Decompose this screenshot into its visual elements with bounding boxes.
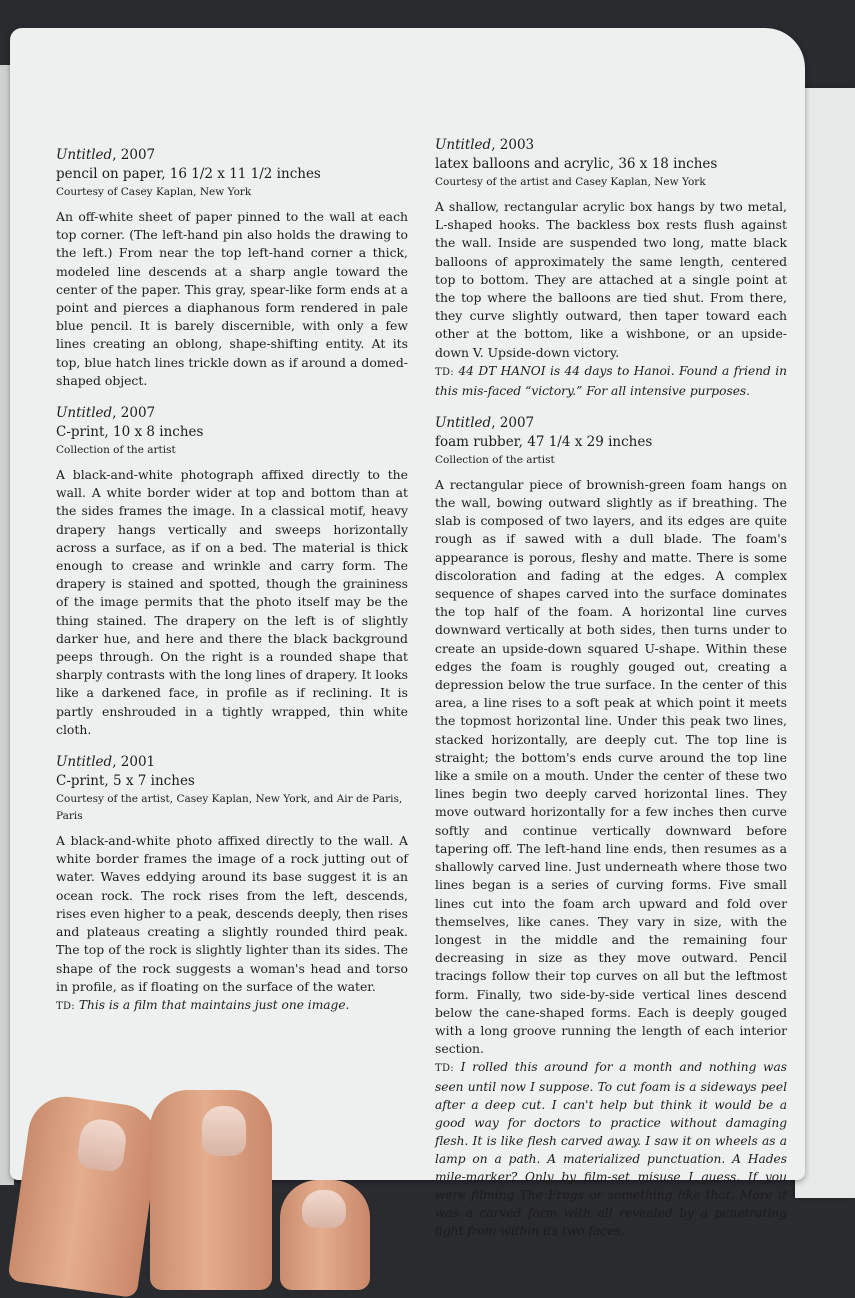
artwork-medium: foam rubber, 47 1/4 x 29 inches <box>435 433 653 450</box>
fingernail <box>202 1106 246 1156</box>
artwork-credit: Collection of the artist <box>56 444 176 457</box>
artwork-entry <box>56 753 408 1016</box>
artwork-entry <box>56 146 408 390</box>
artwork-title <box>435 414 787 433</box>
artwork-title-text: Untitled <box>435 414 492 431</box>
artwork-credit: Courtesy of the artist and Casey Kaplan, New York <box>435 176 706 188</box>
artwork-description: A black-and-white photo affixed directly to the wall. A white border frames the image of a rock jutting out of water. Waves eddying around its base suggest it is an ocean rock. The rock rises from the left, descends, rises even higher to a peak, descends deeply, then rises and plateaus creating a slightly rounded third peak. The top of the rock is slightly lighter than its sides. The shape of the rock suggests a woman's head and torso in profile, as if floating on the surface of the water. <box>56 833 408 994</box>
artwork-medium: latex balloons and acrylic, 36 x 18 inches <box>435 156 718 172</box>
artwork-medium: pencil on paper, 16 1/2 x 11 1/2 inches <box>56 166 321 182</box>
artwork-title <box>56 753 408 772</box>
artwork-medium: C-print, 5 x 7 inches <box>56 773 195 790</box>
artwork-title-text: Untitled <box>56 405 113 422</box>
td-note-text: I rolled this around for a month and nothing was seen until now I suppose. To cut foam is a sideways peel after a deep cut. I can't help but think it would be a good way for doctors to practice without damaging flesh. It is like flesh carved away. I saw it on wheels as a lamp on a path. A materialized punctuation. A Hades mile-marker? Only by film-set misuse I guess. If you were filming The Frogs or something like that. More it was a carved form with all revealed by a penetrating light from within its two faces. <box>435 1060 787 1239</box>
artwork-credit: Courtesy of Casey Kaplan, New York <box>56 186 252 198</box>
right-column <box>435 136 787 1254</box>
artwork-entry <box>435 136 787 400</box>
artwork-credit: Collection of the artist <box>435 453 555 466</box>
td-note <box>435 1058 787 1240</box>
artwork-year: , 2007 <box>112 147 156 163</box>
artwork-title <box>56 146 408 165</box>
td-label: TD: <box>56 1000 75 1012</box>
finger <box>280 1180 370 1290</box>
artwork-description: A shallow, rectangular acrylic box hangs by two metal, L-shaped hooks. The backless box rests flush against the wall. Inside are suspended two long, matte black balloons of approximately the same length, centered top to bottom. They are attached at a single point at the top where the balloons are tied shut. From there, they curve slightly outward, then taper toward each other at the bottom, like a wishbone, or an upside-down V. Upside-down victory. <box>435 199 787 360</box>
artwork-year: , 2003 <box>491 137 535 153</box>
artwork-description: An off-white sheet of paper pinned to the wall at each top corner. (The left-hand pin also holds the drawing to the left.) From near the top left-hand corner a thick, modeled line descends at a sharp angle toward the center of the paper. This gray, spear-like form ends at a point and pierces a diaphanous form rendered in pale blue pencil. It is barely discernible, with only a few lines creating an oblong, shape-shifting entity. At its top, blue hatch lines trickle down as if around a domed-shaped object. <box>56 209 408 388</box>
artwork-entry <box>435 414 787 1241</box>
fingernail <box>76 1117 129 1173</box>
fingernail <box>302 1190 346 1228</box>
td-note <box>435 362 787 400</box>
book-page <box>10 28 805 1239</box>
artwork-year: , 2007 <box>112 405 156 422</box>
td-note-text: This is a film that maintains just one image. <box>78 997 350 1012</box>
artwork-description: A rectangular piece of brownish-green foam hangs on the wall, bowing outward slightly as if breathing. The slab is composed of two layers, and its edges are quite rough as if sawed with a dull blade. The foam's appearance is porous, fleshy and matte. There is some discoloration and fading at the edges. A complex sequence of shapes carved into the surface dominates the top half of the foam. A horizontal line curves downward vertically at both sides, then turns under to create an upside-down squared U-shape. Within these edges the foam is roughly gouged out, creating a depression below the true surface. In the center of this area, a line rises to a soft peak at which point it meets the topmost horizontal line. Under this peak two lines, stacked horizontally, are deeply cut. The top line is straight; the bottom's ends curve around the top line like a smile on a mouth. Under the center of these two lines begin two deeply carved horizontal lines. They move outward horizontally for a few inches then curve softly and continue vertically downward before tapering off. The left-hand line ends, then resumes as a shallowly carved line. Just underneath where those two lines began is a series of curving forms. Five small lines cut into the foam arch upward and fold over themselves, like canes. They vary in size, with the longest in the middle and the remaining four decreasing in size as they move outward. Pencil tracings follow their top curves on all but the leftmost form. Finally, two side-by-side vertical lines descend below the cane-shaped forms. Each is deeply gouged with a long groove running the length of each interior section. <box>435 476 787 1057</box>
td-note <box>56 996 408 1016</box>
artwork-description: A black-and-white photograph affixed directly to the wall. A white border wider at top and bottom than at the sides frames the image. In a classical motif, heavy drapery hangs vertically and sweeps horizontally across a surface, as if on a bed. The material is thick enough to crease and wrinkle and carry form. The drapery is stained and spotted, though the graininess of the image permits that the photo itself may be the thing stained. The drapery on the left is of slightly darker hue, and here and there the black background peeps through. On the right is a rounded shape that sharply contrasts with the long lines of drapery. It looks like a darkened face, in profile as if reclining. It is partly enshrouded in a tightly wrapped, thin white cloth. <box>56 467 408 737</box>
artwork-title <box>56 404 408 423</box>
finger <box>150 1090 272 1290</box>
artwork-credit: Courtesy of the artist, Casey Kaplan, New York, and Air de Paris, Paris <box>56 793 403 823</box>
artwork-entry <box>56 404 408 739</box>
td-note-text: 44 DT HANOI is 44 days to Hanoi. Found a friend in this mis-faced “victory.” For all intensive purposes. <box>435 363 787 398</box>
artwork-year: , 2001 <box>112 754 156 771</box>
finger <box>7 1092 162 1298</box>
artwork-year: , 2007 <box>491 414 535 431</box>
artwork-title-text: Untitled <box>56 147 113 163</box>
artwork-title-text: Untitled <box>56 754 113 771</box>
td-label: TD: <box>435 1063 454 1075</box>
artwork-medium: C-print, 10 x 8 inches <box>56 424 204 441</box>
left-column <box>56 146 408 1030</box>
td-label: TD: <box>435 366 454 378</box>
artwork-title-text: Untitled <box>435 137 492 153</box>
artwork-title <box>435 136 787 155</box>
